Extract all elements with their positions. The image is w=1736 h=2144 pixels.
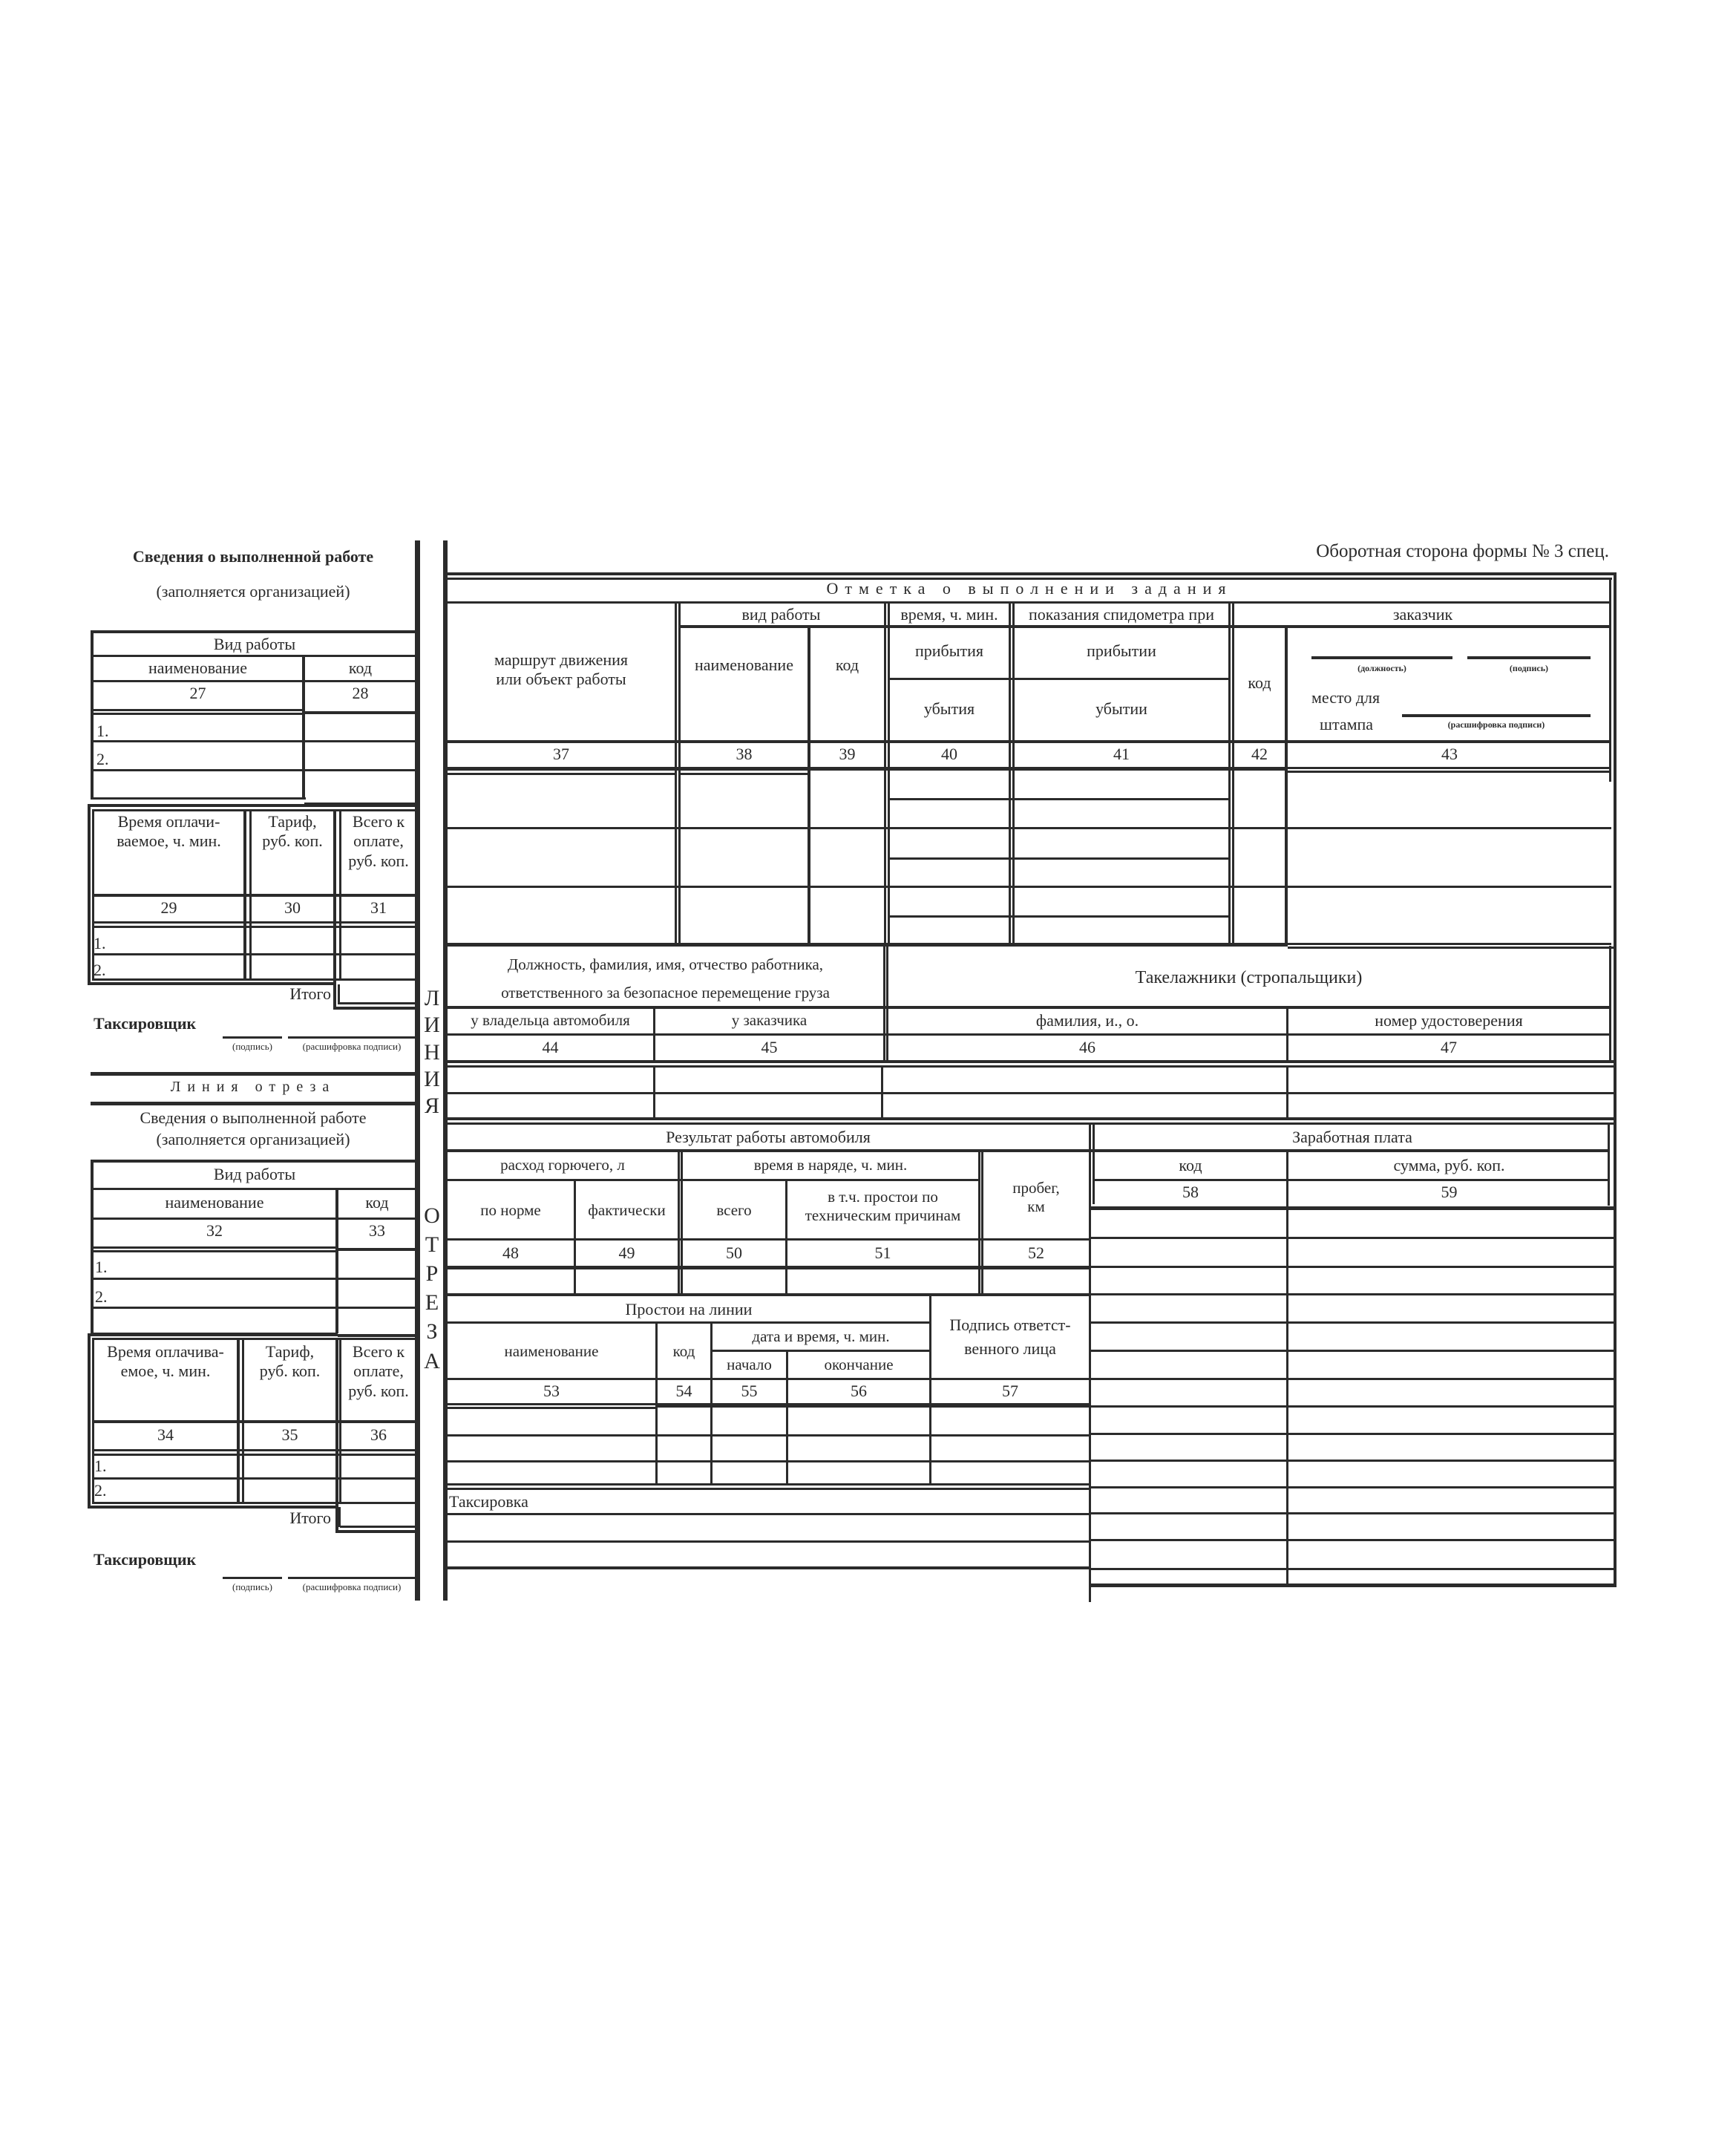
salary-title: Заработная плата bbox=[1292, 1128, 1412, 1146]
salary-sum-column-inputs[interactable] bbox=[1290, 1211, 1612, 1582]
section1-sign-caption: (подпись) bbox=[232, 1041, 272, 1052]
section2-col-code: код bbox=[365, 1193, 389, 1212]
customer-input-1[interactable] bbox=[1290, 774, 1609, 826]
section1-pay-row1-tariff-input[interactable] bbox=[252, 928, 333, 952]
route-input-2[interactable] bbox=[450, 830, 672, 885]
section2-sign-line[interactable] bbox=[223, 1577, 282, 1579]
rigger-cert-input-1[interactable] bbox=[1290, 1068, 1612, 1091]
responsible-header-2: ответственного за безопасное перемещение груза bbox=[501, 984, 830, 1001]
section2-pay-row2-label: 2. bbox=[94, 1481, 107, 1500]
customer-code-header: код bbox=[1248, 673, 1271, 692]
num-53: 53 bbox=[543, 1382, 560, 1400]
num-49: 49 bbox=[618, 1243, 635, 1262]
fuel-actual-input[interactable] bbox=[577, 1270, 677, 1292]
section1-itogo-input[interactable] bbox=[341, 986, 414, 1002]
section1-row1-name-input[interactable] bbox=[96, 716, 301, 739]
section1-pay-row2-label: 2. bbox=[94, 961, 106, 979]
num-47: 47 bbox=[1441, 1038, 1457, 1056]
num-50: 50 bbox=[726, 1243, 742, 1262]
section2-sign-decode-caption: (расшифровка подписи) bbox=[302, 1581, 402, 1592]
salary-sum-header: сумма, руб. коп. bbox=[1393, 1156, 1505, 1174]
stamp-place-label-1: место для bbox=[1311, 688, 1380, 707]
num-41: 41 bbox=[1113, 745, 1130, 763]
rigger-fio-input-2[interactable] bbox=[885, 1095, 1284, 1117]
owner-resp-input-2[interactable] bbox=[450, 1095, 652, 1117]
num-59: 59 bbox=[1441, 1183, 1458, 1201]
section2-num-total: 36 bbox=[370, 1425, 387, 1444]
customer-input-3[interactable] bbox=[1290, 889, 1609, 942]
section1-pay-row1-time-input[interactable] bbox=[108, 928, 241, 952]
idle-start-input-3[interactable] bbox=[713, 1462, 785, 1483]
position-line[interactable] bbox=[1311, 656, 1452, 659]
duty-total-input[interactable] bbox=[684, 1270, 785, 1292]
section2-pay-row1-time-input[interactable] bbox=[108, 1456, 235, 1477]
section1-pay-row1-total-input[interactable] bbox=[342, 928, 415, 952]
customer-resp-input-2[interactable] bbox=[657, 1095, 880, 1117]
section1-num-time: 29 bbox=[160, 898, 177, 917]
fuel-header: расход горючего, л bbox=[500, 1156, 625, 1174]
num-55: 55 bbox=[741, 1382, 758, 1400]
idle-tech-input[interactable] bbox=[788, 1270, 977, 1292]
cut-letter: Р bbox=[425, 1261, 439, 1286]
section1-total-header: Всего к оплате, руб. коп. bbox=[348, 812, 409, 870]
section1-num-code: 28 bbox=[352, 684, 369, 702]
section2-pay-row2-total-input[interactable] bbox=[342, 1480, 415, 1501]
section1-row2-label: 2. bbox=[96, 750, 109, 768]
section2-sign-decode-line[interactable] bbox=[288, 1577, 416, 1579]
section1-row2-name-input[interactable] bbox=[96, 743, 301, 768]
mileage-header: пробег, км bbox=[1012, 1179, 1060, 1216]
task-mark-title: Отметка о выполнении задания bbox=[826, 579, 1233, 598]
at-owner-header: у владельца автомобиля bbox=[471, 1011, 630, 1029]
section2-row1-name-input[interactable] bbox=[111, 1253, 333, 1277]
cut-letter: З bbox=[426, 1319, 438, 1344]
num-54: 54 bbox=[675, 1382, 692, 1400]
sign-decode-caption: (расшифровка подписи) bbox=[1447, 719, 1545, 730]
section2-row2-code-input[interactable] bbox=[340, 1281, 414, 1306]
section2-num-tariff: 35 bbox=[281, 1425, 298, 1444]
num-38: 38 bbox=[736, 745, 753, 763]
section2-itogo-input[interactable] bbox=[341, 1509, 414, 1525]
position-caption: (должность) bbox=[1357, 663, 1406, 673]
section2-row2-label: 2. bbox=[95, 1287, 108, 1306]
idle-end-input-1[interactable] bbox=[789, 1410, 928, 1434]
cut-letter: И bbox=[424, 1013, 440, 1037]
section1-col-name: наименование bbox=[148, 658, 247, 677]
section2-itogo-label: Итого bbox=[289, 1509, 331, 1527]
route-header: маршрут движения или объект работы bbox=[494, 650, 628, 689]
section2-num-name: 32 bbox=[206, 1221, 223, 1240]
section2-subtitle: (заполняется организацией) bbox=[156, 1130, 350, 1148]
num-58: 58 bbox=[1182, 1183, 1199, 1201]
num-43: 43 bbox=[1441, 745, 1458, 763]
fuel-norm-input[interactable] bbox=[450, 1270, 573, 1292]
work-type-header: вид работы bbox=[741, 605, 821, 624]
idle-name-input-2[interactable] bbox=[450, 1437, 654, 1460]
customer-resp-input-1[interactable] bbox=[657, 1068, 880, 1091]
section1-row1-code-input[interactable] bbox=[307, 716, 411, 739]
section1-sign-decode-line[interactable] bbox=[288, 1036, 416, 1039]
responsible-header-1: Должность, фамилия, имя, отчество работника, bbox=[507, 955, 824, 973]
result-title: Результат работы автомобиля bbox=[666, 1128, 871, 1146]
owner-resp-input-1[interactable] bbox=[450, 1068, 652, 1091]
section1-title: Сведения о выполненной работе bbox=[132, 547, 374, 566]
speedo-arrival-header: прибытии bbox=[1087, 641, 1156, 660]
idle-start-input-1[interactable] bbox=[713, 1410, 785, 1434]
section2-pay-row1-label: 1. bbox=[94, 1457, 107, 1475]
num-37: 37 bbox=[553, 745, 569, 763]
idle-tech-header: в т.ч. простои по техническим причинам bbox=[805, 1188, 961, 1225]
resp-sign-header: Подпись ответст- венного лица bbox=[949, 1316, 1071, 1359]
num-57: 57 bbox=[1002, 1382, 1018, 1400]
num-39: 39 bbox=[839, 745, 856, 763]
taxation-input-1[interactable] bbox=[450, 1516, 1088, 1540]
idle-name-input-3[interactable] bbox=[450, 1462, 654, 1483]
idle-end-input-3[interactable] bbox=[789, 1462, 928, 1483]
salary-code-header: код bbox=[1179, 1156, 1202, 1174]
idle-name-header: наименование bbox=[504, 1342, 599, 1360]
stamp-place-label-2: штампа bbox=[1320, 715, 1374, 733]
customer-header: заказчик bbox=[1392, 605, 1453, 624]
num-42: 42 bbox=[1251, 745, 1268, 763]
work-code-header: код bbox=[835, 656, 859, 674]
taxation-input-2[interactable] bbox=[450, 1543, 1088, 1566]
idle-start-header: начало bbox=[727, 1356, 772, 1373]
section1-work-type-header: Вид работы bbox=[213, 635, 296, 653]
cut-letter: И bbox=[424, 1067, 440, 1091]
salary-code-column-inputs[interactable] bbox=[1093, 1211, 1284, 1582]
section1-row2-code-input[interactable] bbox=[307, 743, 411, 768]
at-customer-header: у заказчика bbox=[731, 1011, 808, 1029]
num-52: 52 bbox=[1028, 1243, 1044, 1262]
num-45: 45 bbox=[761, 1038, 778, 1056]
fuel-norm-header: по норме bbox=[480, 1201, 541, 1219]
section1-pay-row2-total-input[interactable] bbox=[342, 955, 415, 978]
section2-work-type-header: Вид работы bbox=[213, 1165, 296, 1183]
cut-letter: О bbox=[424, 1203, 440, 1228]
cut-line-top-rule bbox=[91, 1072, 416, 1076]
section2-num-time: 34 bbox=[157, 1425, 174, 1444]
section1-tariff-header: Тариф, руб. коп. bbox=[262, 812, 323, 851]
section1-row1-label: 1. bbox=[96, 722, 109, 740]
section1-num-tariff: 30 bbox=[284, 898, 301, 917]
section1-pay-row1-label: 1. bbox=[94, 934, 106, 952]
section2-row1-label: 1. bbox=[95, 1258, 108, 1276]
section2-total-header: Всего к оплате, руб. коп. bbox=[348, 1342, 409, 1400]
duty-time-header: время в наряде, ч. мин. bbox=[753, 1156, 908, 1174]
idle-title: Простои на линии bbox=[625, 1300, 753, 1318]
idle-name-input-1[interactable] bbox=[450, 1410, 654, 1434]
cut-line-label: Линия отреза bbox=[170, 1079, 336, 1095]
section1-pay-row2-time-input[interactable] bbox=[108, 955, 241, 978]
cut-letter: Л bbox=[424, 986, 440, 1010]
taxation-label: Таксировка bbox=[449, 1492, 528, 1511]
signature-caption: (подпись) bbox=[1509, 663, 1549, 673]
time-departure-header: убытия bbox=[923, 699, 975, 718]
cut-letter: Т bbox=[425, 1232, 439, 1257]
fio-header: фамилия, и., о. bbox=[1035, 1011, 1139, 1030]
section2-num-code: 33 bbox=[369, 1221, 385, 1240]
section1-itogo-label: Итого bbox=[289, 984, 331, 1003]
sign-decode-line[interactable] bbox=[1402, 714, 1591, 717]
num-46: 46 bbox=[1079, 1038, 1095, 1056]
route-input-3[interactable] bbox=[450, 889, 672, 942]
idle-code-input-2[interactable] bbox=[658, 1437, 709, 1460]
section2-title: Сведения о выполненной работе bbox=[140, 1108, 367, 1127]
section1-num-name: 27 bbox=[189, 684, 206, 702]
cut-letter: Я bbox=[424, 1094, 439, 1118]
speedo-header: показания спидометра при bbox=[1029, 605, 1214, 624]
section2-taxer-label: Таксировщик bbox=[94, 1550, 197, 1569]
section2-row1-code-input[interactable] bbox=[340, 1253, 414, 1277]
section1-sign-decode-caption: (расшифровка подписи) bbox=[302, 1041, 402, 1052]
num-44: 44 bbox=[542, 1038, 559, 1056]
idle-sign-input-1[interactable] bbox=[932, 1410, 1088, 1434]
cut-letter: Е bbox=[425, 1290, 439, 1315]
section2-tariff-header: Тариф, руб. коп. bbox=[259, 1342, 321, 1381]
section1-pay-row2-tariff-input[interactable] bbox=[252, 955, 333, 978]
idle-code-input-1[interactable] bbox=[658, 1410, 709, 1434]
idle-end-header: окончание bbox=[824, 1356, 894, 1373]
speedo-departure-header: убытии bbox=[1095, 699, 1147, 718]
signature-line[interactable] bbox=[1467, 656, 1591, 659]
riggers-header: Такелажники (стропальщики) bbox=[1135, 968, 1363, 987]
time-arrival-header: прибытия bbox=[914, 641, 984, 660]
fuel-actual-header: фактически bbox=[588, 1201, 666, 1219]
idle-start-input-2[interactable] bbox=[713, 1437, 785, 1460]
duty-total-header: всего bbox=[716, 1201, 752, 1219]
idle-code-input-3[interactable] bbox=[658, 1462, 709, 1483]
section2-pay-row2-time-input[interactable] bbox=[108, 1480, 235, 1501]
section1-taxer-label: Таксировщик bbox=[94, 1014, 197, 1033]
section2-time-header: Время оплачива- емое, ч. мин. bbox=[107, 1342, 224, 1381]
mileage-input[interactable] bbox=[984, 1270, 1088, 1292]
num-56: 56 bbox=[851, 1382, 867, 1400]
rigger-cert-input-2[interactable] bbox=[1290, 1095, 1612, 1117]
num-40: 40 bbox=[941, 745, 957, 763]
customer-input-2[interactable] bbox=[1290, 830, 1609, 885]
cut-line-bottom-rule bbox=[91, 1102, 416, 1105]
section2-sign-caption: (подпись) bbox=[232, 1581, 272, 1592]
section2-pay-row1-tariff-input[interactable] bbox=[245, 1456, 334, 1477]
idle-sign-input-3[interactable] bbox=[932, 1462, 1088, 1483]
cut-letter: Н bbox=[424, 1040, 440, 1065]
section1-col-code: код bbox=[348, 658, 373, 677]
section1-subtitle: (заполняется организацией) bbox=[156, 582, 350, 601]
idle-datetime-header: дата и время, ч. мин. bbox=[752, 1327, 890, 1345]
cut-line-left-rule bbox=[415, 540, 420, 1601]
cut-letter: А bbox=[424, 1349, 440, 1373]
cert-no-header: номер удостоверения bbox=[1375, 1011, 1523, 1030]
idle-end-input-2[interactable] bbox=[789, 1437, 928, 1460]
idle-code-header: код bbox=[672, 1342, 695, 1360]
idle-sign-input-2[interactable] bbox=[932, 1437, 1088, 1460]
section2-pay-row2-tariff-input[interactable] bbox=[245, 1480, 334, 1501]
section2-row2-name-input[interactable] bbox=[111, 1281, 333, 1306]
section1-time-header: Время оплачи- ваемое, ч. мин. bbox=[117, 812, 221, 851]
time-header: время, ч. мин. bbox=[900, 605, 998, 624]
rigger-fio-input-1[interactable] bbox=[885, 1068, 1284, 1091]
section2-col-name: наименование bbox=[165, 1193, 264, 1212]
cut-line-right-rule bbox=[443, 540, 448, 1601]
num-51: 51 bbox=[874, 1243, 891, 1262]
form-caption: Оборотная сторона формы № 3 спец. bbox=[1316, 541, 1609, 561]
section2-pay-row1-total-input[interactable] bbox=[342, 1456, 415, 1477]
section1-num-total: 31 bbox=[370, 898, 387, 917]
section1-sign-line[interactable] bbox=[223, 1036, 282, 1039]
work-name-header: наименование bbox=[695, 656, 793, 674]
num-48: 48 bbox=[502, 1243, 519, 1262]
route-input-1[interactable] bbox=[450, 776, 672, 826]
